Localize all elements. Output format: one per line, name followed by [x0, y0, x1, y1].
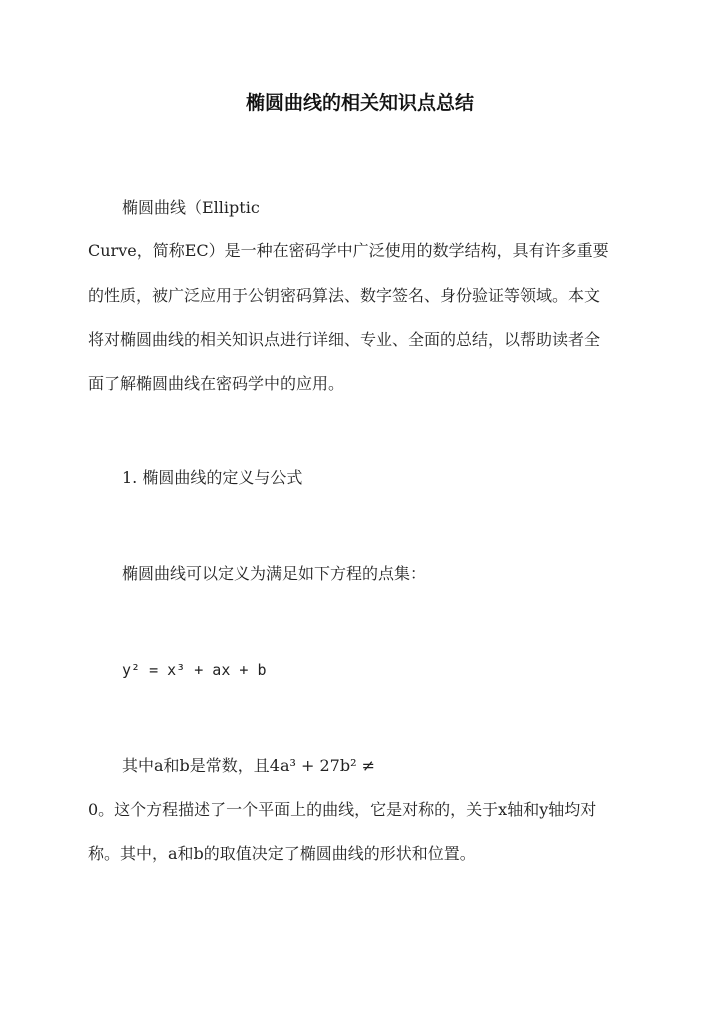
intro-line-3: 的性质，被广泛应用于公钥密码算法、数字签名、身份验证等领域。本文 [88, 286, 601, 305]
section-heading: 1. 椭圆曲线的定义与公式 [122, 468, 303, 487]
intro-line-2: Curve，简称EC）是一种在密码学中广泛使用的数学结构，具有许多重要 [88, 241, 609, 260]
document-title: 椭圆曲线的相关知识点总结 [245, 92, 474, 114]
curve-equation: y² = x³ + ax + b [122, 661, 267, 679]
constants-line-1: 其中a和b是常数，且4a³ + 27b² ≠ [122, 756, 376, 775]
definition-paragraph: 椭圆曲线可以定义为满足如下方程的点集： [122, 564, 427, 583]
constants-line-3: 称。其中，a和b的取值决定了椭圆曲线的形状和位置。 [88, 844, 476, 863]
intro-line-1: 椭圆曲线（Elliptic [122, 198, 260, 217]
constants-line-2: 0。这个方程描述了一个平面上的曲线，它是对称的，关于x轴和y轴均对 [88, 800, 597, 819]
intro-line-5: 面了解椭圆曲线在密码学中的应用。 [88, 374, 345, 393]
intro-line-4: 将对椭圆曲线的相关知识点进行详细、专业、全面的总结，以帮助读者全 [88, 330, 601, 349]
